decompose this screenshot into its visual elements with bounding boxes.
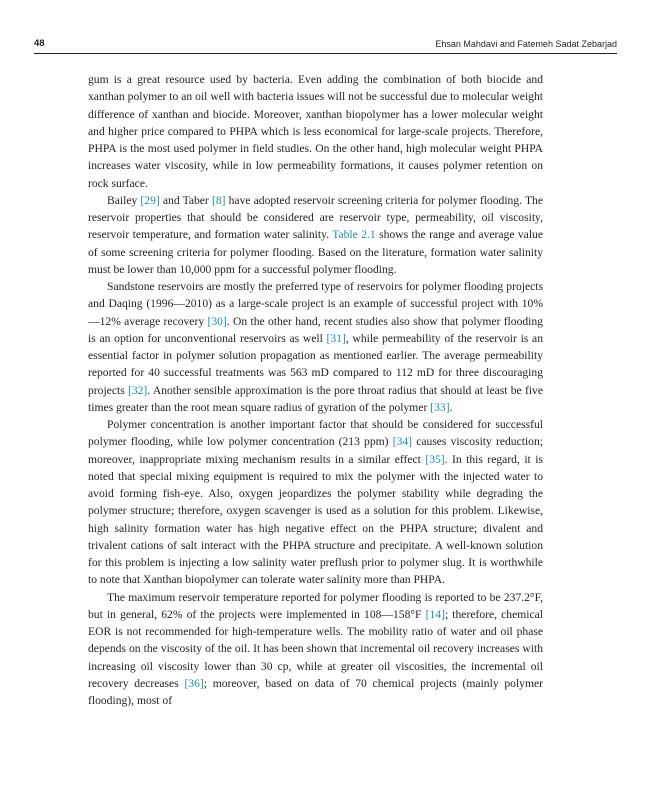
text-run: and Taber <box>159 193 212 207</box>
citation-link[interactable]: [35] <box>425 452 445 466</box>
citation-link[interactable]: Table 2.1 <box>332 228 376 242</box>
citation-link[interactable]: [32] <box>127 383 148 397</box>
paragraph <box>88 71 543 192</box>
text-run: Polymer concentration is another important factor that should be considered for successful polymer flooding, while low polymer concentration (213 ppm) <box>88 418 543 449</box>
page-number: 48 <box>34 38 45 49</box>
text-run: ; therefore, chemical EOR is not recommended for high-temperature wells. The mobility ratio of water and oil phase depends on the viscosity of the oil. It has been shown that incremental oil recovery increases with increasing oil viscosity lower than 30 cp, while at greater oil viscosities, the incremental oil recovery decreases <box>88 607 543 690</box>
citation-link[interactable]: [33] <box>430 400 450 414</box>
text-run: , while permeability of the reservoir is an essential factor in polymer solution propagation as mentioned earlier. The average permeability reported for 40 successful treatments was 563 mD compared to 112 mD for three discouraging projects <box>88 331 543 397</box>
text-run: Sandstone reservoirs are mostly the preferred type of reservoirs for polymer flooding projects and Daqing (1996—2010) as a large-scale project is an example of successful project with 10%—12% average recovery <box>88 280 543 328</box>
paragraph <box>88 192 543 278</box>
text-run: The maximum reservoir temperature reported for polymer flooding is reported to be 237.2°F, but in general, 62% of the projects were implemented in 108—158°F <box>88 590 543 621</box>
paragraph <box>88 589 543 710</box>
citation-link[interactable]: [29] <box>140 193 160 207</box>
citation-link[interactable]: [14] <box>425 607 445 621</box>
paragraph <box>88 278 543 416</box>
text-run: . Another sensible approximation is the pore throat radius that should at least be five times greater than the root mean square radius of gyration of the polymer <box>88 383 543 414</box>
running-header <box>34 38 617 54</box>
text-run: gum is a great resource used by bacteria. Even adding the combination of both biocide and xanthan polymer to an oil well with bacteria issues will not be successful due to molecular weight difference of xanthan and biocide. Moreover, xanthan biopolymer has a lower molecular weight and higher price compared to PHPA which is less economical for large-scale projects. Therefore, PHPA is the most used polymer in field studies. On the other hand, high molecular weight PHPA increases water viscosity, while in low permeability formations, it causes polymer retention on rock surface. <box>88 73 543 190</box>
citation-link[interactable]: [30] <box>207 314 227 328</box>
body-text <box>88 71 543 709</box>
text-run: causes viscosity reduction; moreover, inappropriate mixing mechanism results in a similar effect <box>88 435 543 466</box>
text-run: . On the other hand, recent studies also show that polymer flooding is an option for unconventional reservoirs as well <box>88 314 543 345</box>
citation-link[interactable]: [8] <box>211 193 226 207</box>
text-run: Bailey <box>107 193 141 207</box>
text-run: shows the range and average value of some screening criteria for polymer flooding. Based on the literature, formation water salinity must be lower than 10,000 ppm for a successful polymer flooding. <box>88 228 543 276</box>
text-run: ; moreover, based on data of 70 chemical projects (mainly polymer flooding), most of <box>88 676 543 707</box>
text-run: have adopted reservoir screening criteria for polymer flooding. The reservoir properties that should be considered are reservoir type, permeability, oil viscosity, reservoir temperature, and formation water salinity. <box>88 193 543 242</box>
paragraph <box>88 416 543 589</box>
running-header-authors: Ehsan Mahdavi and Fatemeh Sadat Zebarjad <box>435 39 617 49</box>
text-run: . In this regard, it is noted that special mixing equipment is required to mix the polymer with the injected water to avoid forming fish-eye. Also, oxygen jeopardizes the polymer stability while degrading the polymer structure; therefore, oxygen scavenger is used as a solution for this problem. Likewise, high salinity formation water has high negative effect on the PHPA structure; divalent and trivalent cations of salt interact with the PHPA structure and precipitate. A well-known solution for this problem is injecting a low salinity water preflush prior to polymer slug. It is worthwhile to note that Xanthan biopolymer can tolerate water salinity more than PHPA. <box>88 452 543 587</box>
citation-link[interactable]: [36] <box>184 676 204 690</box>
citation-link[interactable]: [31] <box>326 331 346 345</box>
text-run: . <box>449 400 453 414</box>
citation-link[interactable]: [34] <box>392 435 413 449</box>
